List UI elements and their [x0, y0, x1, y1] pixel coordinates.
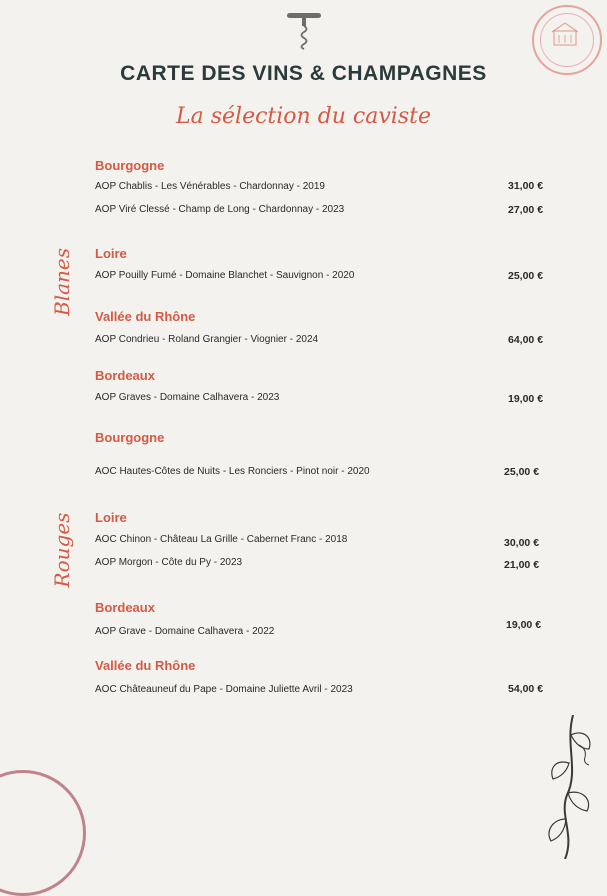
- section-label-rouges: Rouges: [50, 512, 74, 588]
- vine-illustration-icon: [535, 715, 607, 859]
- wine-name: AOP Grave - Domaine Calhavera - 2022: [95, 626, 275, 637]
- wine-name: AOC Chinon - Château La Grille - Cabernet Franc - 2018: [95, 534, 348, 545]
- wine-price: 21,00 €: [504, 559, 540, 571]
- wine-name: AOP Graves - Domaine Calhavera - 2023: [95, 392, 280, 403]
- region-heading: Loire: [95, 246, 127, 261]
- wine-price: 27,00 €: [508, 204, 544, 216]
- wine-price: 25,00 €: [508, 270, 544, 282]
- wine-name: AOP Condrieu - Roland Grangier - Viognier - 2024: [95, 334, 319, 345]
- wine-price: 64,00 €: [508, 334, 544, 346]
- wine-price: 19,00 €: [506, 619, 542, 631]
- wine-stain-decoration: [0, 770, 86, 896]
- wine-name: AOC Hautes-Côtes de Nuits - Les Ronciers - Pinot noir - 2020: [95, 466, 370, 477]
- corkscrew-icon: [285, 10, 323, 52]
- region-heading: Loire: [95, 510, 127, 525]
- region-heading: Vallée du Rhône: [95, 658, 196, 673]
- wine-name: AOP Morgon - Côte du Py - 2023: [95, 557, 243, 568]
- region-heading: Bordeaux: [95, 600, 155, 615]
- region-heading: Bourgogne: [95, 430, 165, 445]
- wine-price: 30,00 €: [504, 537, 540, 549]
- wine-name: AOC Châteauneuf du Pape - Domaine Juliette Avril - 2023: [95, 684, 353, 695]
- wine-name: AOP Viré Clessé - Champ de Long - Chardonnay - 2023: [95, 204, 345, 215]
- region-heading: Bordeaux: [95, 368, 155, 383]
- wine-price: 31,00 €: [508, 180, 544, 192]
- wine-price: 54,00 €: [508, 683, 544, 695]
- section-label-blancs: Blanes: [50, 248, 74, 316]
- wine-price: 19,00 €: [508, 393, 544, 405]
- page-title: CARTE DES VINS & CHAMPAGNES: [120, 62, 487, 85]
- wine-name: AOP Chablis - Les Vénérables - Chardonnay - 2019: [95, 181, 325, 192]
- wine-price: 25,00 €: [504, 466, 540, 478]
- region-heading: Bourgogne: [95, 158, 165, 173]
- page-subtitle: La sélection du caviste: [176, 104, 431, 129]
- region-heading: Vallée du Rhône: [95, 309, 196, 324]
- wine-name: AOP Pouilly Fumé - Domaine Blanchet - Sauvignon - 2020: [95, 270, 355, 281]
